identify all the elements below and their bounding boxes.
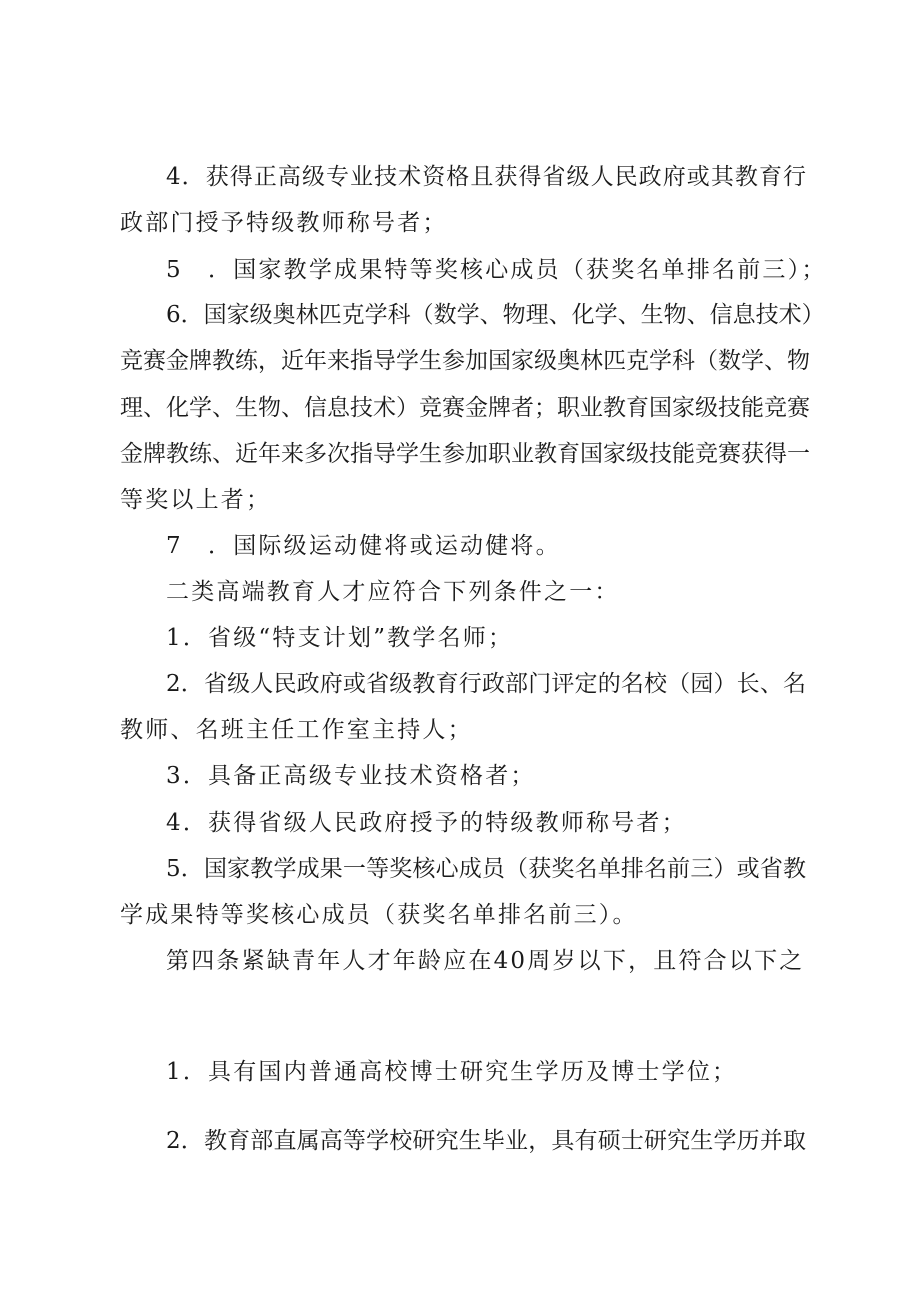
paragraph-line-18: 第四条紧缺青年人才年龄应在40周岁以下，且符合以下之 [166, 948, 805, 974]
paragraph-line-3: 5 ．国家教学成果特等奖核心成员（获奖名单排名前三）； [166, 257, 827, 283]
paragraph-line-13: 教师、名班主任工作室主持人； [120, 717, 473, 743]
paragraph-line-8: 等奖以上者； [120, 487, 272, 513]
paragraph-line-17: 学成果特等奖核心成员（获奖名单排名前三）。 [120, 902, 638, 928]
paragraph-line-20: 2．教育部直属高等学校研究生毕业，具有硕士研究生学历并取 [166, 1128, 806, 1154]
paragraph-line-7: 金牌教练、近年来多次指导学生参加职业教育国家级技能竞赛获得一 [120, 441, 810, 467]
paragraph-line-1: 4．获得正高级专业技术资格且获得省级人民政府或其教育行 [166, 164, 806, 190]
paragraph-line-5: 竞赛金牌教练，近年来指导学生参加国家级奥林匹克学科（数学、物 [120, 348, 810, 374]
paragraph-line-14: 3．具备正高级专业技术资格者； [166, 763, 536, 789]
paragraph-line-16: 5．国家教学成果一等奖核心成员（获奖名单排名前三）或省教 [166, 856, 806, 882]
paragraph-line-19: 1．具有国内普通高校博士研究生学历及博士学位； [166, 1059, 738, 1085]
paragraph-line-11: 1．省级“特支计划”教学名师； [166, 625, 514, 651]
paragraph-line-10: 二类高端教育人才应符合下列条件之一： [166, 579, 620, 605]
paragraph-line-15: 4．获得省级人民政府授予的特级教师称号者； [166, 810, 687, 836]
paragraph-line-12: 2．省级人民政府或省级教育行政部门评定的名校（园）长、名 [166, 671, 806, 697]
paragraph-line-6: 理、化学、生物、信息技术）竞赛金牌者；职业教育国家级技能竞赛 [120, 395, 810, 421]
paragraph-line-2: 政部门授予特级教师称号者； [120, 210, 448, 236]
paragraph-line-9: 7 ．国际级运动健将或运动健将。 [166, 533, 561, 559]
paragraph-line-4: 6．国家级奥林匹克学科（数学、物理、化学、生物、信息技术） [166, 302, 825, 328]
